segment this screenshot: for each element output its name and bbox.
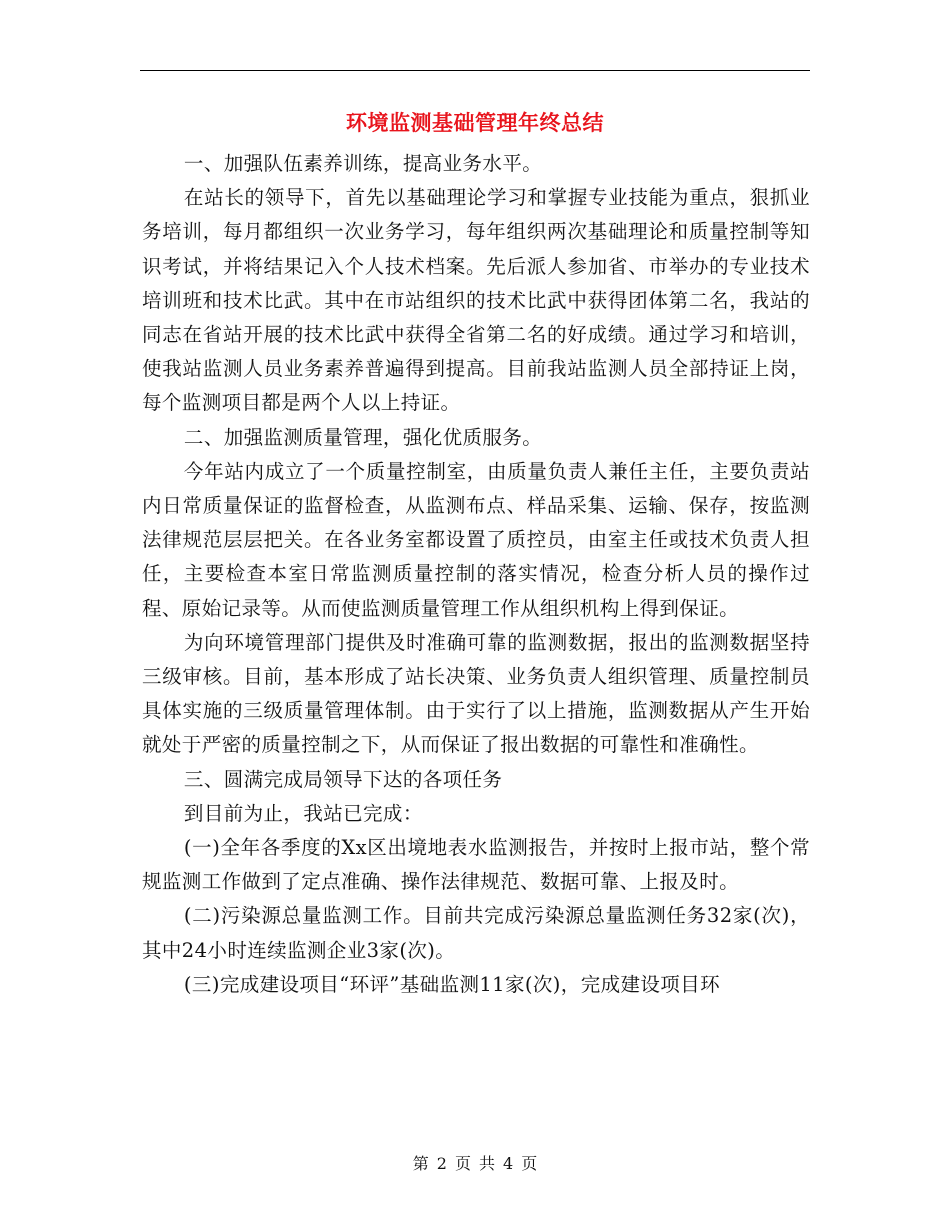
footer-prefix: 第 xyxy=(412,1154,429,1173)
total-pages-number: 4 xyxy=(503,1154,514,1173)
footer-suffix: 页 xyxy=(521,1154,538,1173)
section-heading-3: 三、圆满完成局领导下达的各项任务 xyxy=(183,767,503,791)
paragraph-quality-control-room: 今年站内成立了一个质量控制室，由质量负责人兼任主任，主要负责站内日常质量保证的监督检查，从监测布点、样品采集、运输、保存，按监测法律规范层层把关。在各业务室都设置了质控员，由室主任或技术负责人担任，主要检查本室日常监测质量控制的落实情况，检查分析人员的操作过程、原始记录等。从而使监测质量管理工作从组织机构上得到保证。 xyxy=(142,459,810,620)
section-heading-2: 二、加强监测质量管理，强化优质服务。 xyxy=(183,425,543,449)
list-item-1: (一)全年各季度的Xx区出境地表水监测报告，并按时上报市站，整个常规监测工作做到了定点准确、操作法律规范、数据可靠、上报及时。 xyxy=(142,836,810,894)
document-title: 环境监测基础管理年终总结 xyxy=(346,110,604,135)
current-page-number: 2 xyxy=(436,1154,447,1173)
footer-page-word: 页 xyxy=(454,1154,471,1173)
page-footer xyxy=(0,1152,950,1176)
document-body xyxy=(142,147,810,1002)
paragraph-three-level-review: 为向环境管理部门提供及时准确可靠的监测数据，报出的监测数据坚持三级审核。目前，基本形成了站长决策、业务负责人组织管理、质量控制员具体实施的三级质量管理体制。由于实行了以上措施，监测数据从产生开始就处于严密的质量控制之下，从而保证了报出数据的可靠性和准确性。 xyxy=(142,630,810,757)
header-rule xyxy=(140,70,810,71)
paragraph-completed-intro: 到目前为止，我站已完成： xyxy=(183,801,423,825)
paragraph-training: 在站长的领导下，首先以基础理论学习和掌握专业技能为重点，狠抓业务培训，每月都组织一次业务学习，每年组织两次基础理论和质量控制等知识考试，并将结果记入个人技术档案。先后派人参加省、市举办的专业技术培训班和技术比武。其中在市站组织的技术比武中获得团体第二名，我站的 同志在省站开展的技术比武中获得全省第二名的好成绩。通过学习和培训，使我站监测人员业务素养普遍得到提高。目前我站监测人员全部持证上岗，每个监测项目都是两个人以上持证。 xyxy=(142,186,810,415)
footer-total-prefix: 共 xyxy=(479,1154,496,1173)
list-item-3: (三)完成建设项目“环评”基础监测11家(次)，完成建设项目环 xyxy=(183,972,721,996)
section-heading-1: 一、加强队伍素养训练，提高业务水平。 xyxy=(183,152,543,175)
list-item-2: (二)污染源总量监测工作。目前共完成污染源总量监测任务32家(次)，其中24小时连续监测企业3家(次)。 xyxy=(142,904,810,962)
